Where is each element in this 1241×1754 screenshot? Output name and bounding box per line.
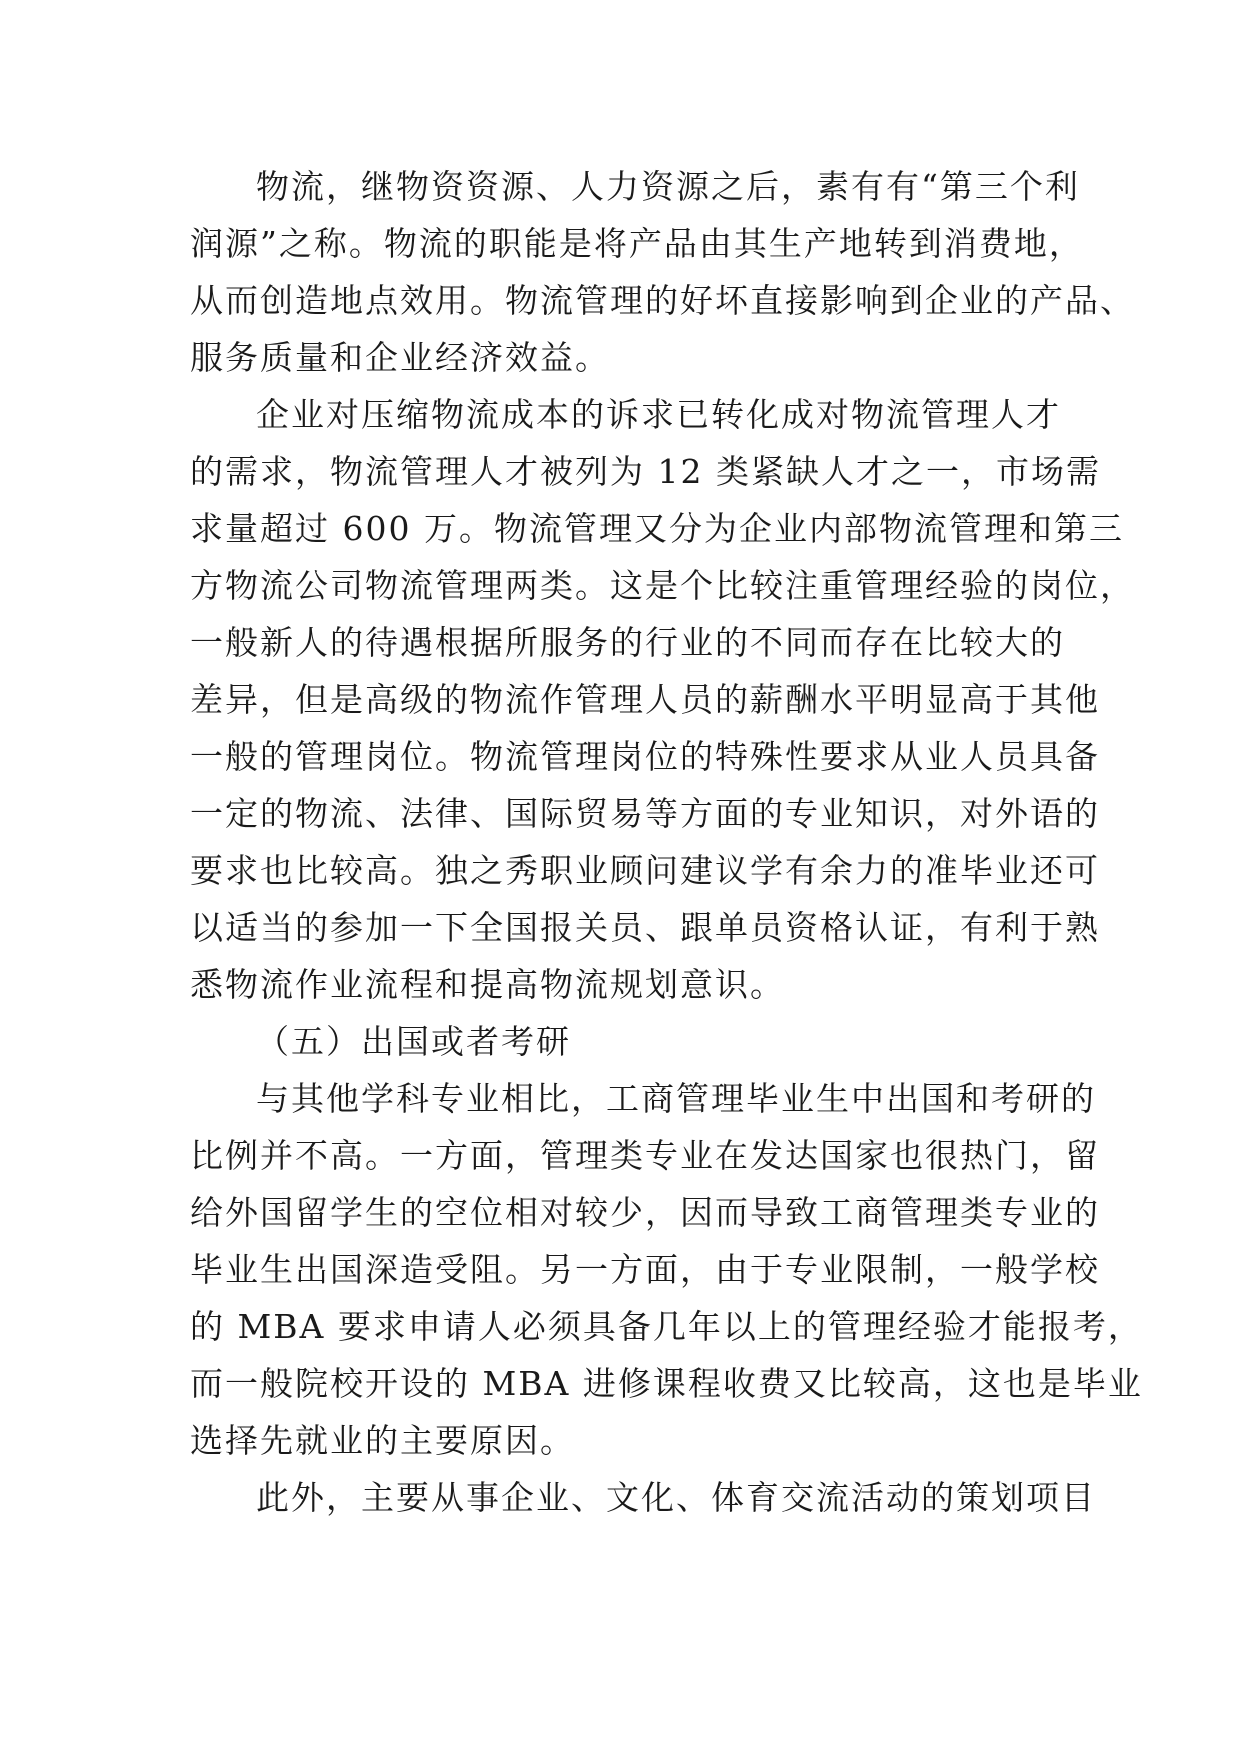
text-line: 此外，主要从事企业、文化、体育交流活动的策划项目	[256, 1478, 1096, 1517]
text-line: 一定的物流、法律、国际贸易等方面的专业知识，对外语的	[190, 794, 1100, 833]
text-line: 一般的管理岗位。物流管理岗位的特殊性要求从业人员具备	[190, 737, 1100, 776]
text-line: 求量超过 600 万。物流管理又分为企业内部物流管理和第三	[190, 509, 1124, 548]
text-line: 与其他学科专业相比，工商管理毕业生中出国和考研的	[256, 1079, 1096, 1118]
text-line: 服务质量和企业经济效益。	[190, 338, 610, 377]
text-line: 选择先就业的主要原因。	[190, 1421, 575, 1460]
text-line: 悉物流作业流程和提高物流规划意识。	[190, 965, 785, 1004]
body-text	[190, 158, 1143, 1526]
text-line: 比例并不高。一方面，管理类专业在发达国家也很热门，留	[190, 1136, 1100, 1175]
text-line: 企业对压缩物流成本的诉求已转化成对物流管理人才	[256, 395, 1061, 434]
text-line: 而一般院校开设的 MBA 进修课程收费又比较高，这也是毕业	[190, 1364, 1143, 1403]
text-line: 从而创造地点效用。物流管理的好坏直接影响到企业的产品、	[190, 281, 1135, 320]
text-line: 一般新人的待遇根据所服务的行业的不同而存在比较大的	[190, 623, 1065, 662]
text-line: 方物流公司物流管理两类。这是个比较注重管理经验的岗位，	[190, 566, 1135, 605]
text-line: 毕业生出国深造受阻。另一方面，由于专业限制，一般学校	[190, 1250, 1100, 1289]
text-line: 给外国留学生的空位相对较少，因而导致工商管理类专业的	[190, 1193, 1100, 1232]
text-line: 以适当的参加一下全国报关员、跟单员资格认证，有利于熟	[190, 908, 1100, 947]
section-heading: （五）出国或者考研	[256, 1022, 571, 1061]
text-line: 的 MBA 要求申请人必须具备几年以上的管理经验才能报考，	[190, 1307, 1143, 1346]
text-line: 差异，但是高级的物流作管理人员的薪酬水平明显高于其他	[190, 680, 1100, 719]
text-line: 物流，继物资资源、人力资源之后，素有有“第三个利	[256, 167, 1080, 206]
text-line: 的需求，物流管理人才被列为 12 类紧缺人才之一，市场需	[190, 452, 1101, 491]
text-line: 润源”之称。物流的职能是将产品由其生产地转到消费地，	[190, 224, 1084, 263]
text-line: 要求也比较高。独之秀职业顾问建议学有余力的准毕业还可	[190, 851, 1100, 890]
